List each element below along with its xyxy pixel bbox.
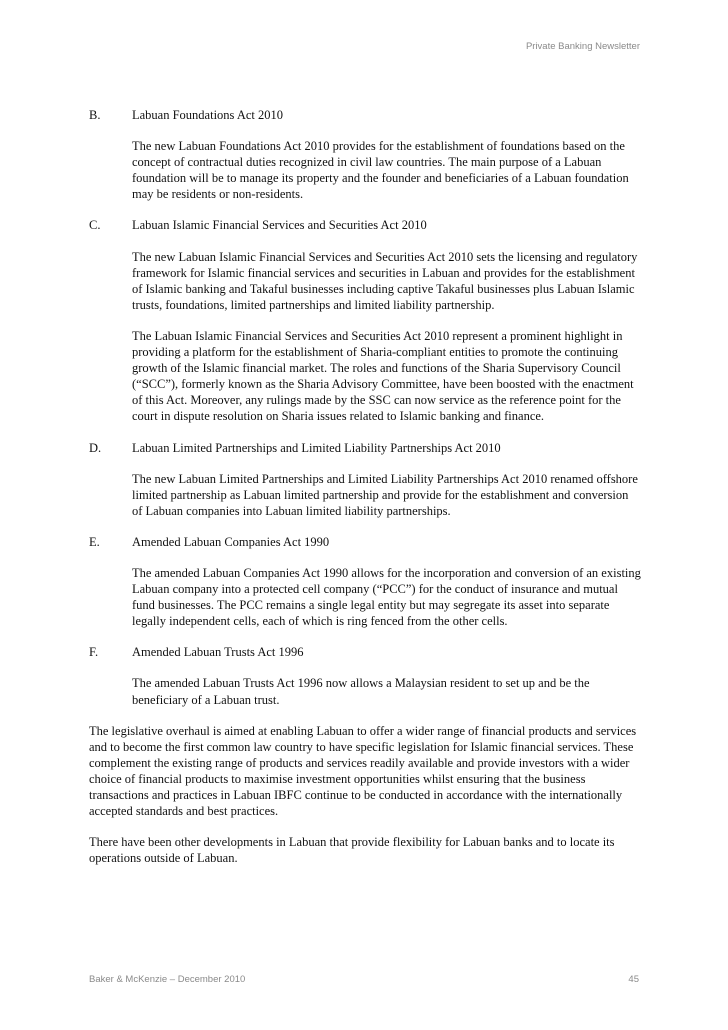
page-number: 45 [628, 974, 639, 985]
section-paragraph: The amended Labuan Companies Act 1990 allows for the incorporation and conversion of an existing Labuan company into a protected cell company (“PCC”) for the conduct of insurance and mutual fund businesses. The PCC remains a single legal entity but may segregate its asset into separate legally independent cells, each of which is ring fenced from the other cells. [132, 565, 641, 629]
footer-publisher: Baker & McKenzie – December 2010 [89, 974, 246, 985]
section-heading-row [89, 107, 641, 123]
section-heading: Labuan Limited Partnerships and Limited Liability Partnerships Act 2010 [132, 440, 501, 455]
section-d [89, 440, 641, 519]
closing-paragraph: There have been other developments in Labuan that provide flexibility for Labuan banks and to locate its operations outside of Labuan. [89, 835, 615, 866]
section-paragraph: The new Labuan Foundations Act 2010 provides for the establishment of foundations based on the concept of contractual duties recognized in civil law countries. The main purpose of a Labuan foundation will be to manage its property and the founder and beneficiaries of a Labuan foundation may be residents or non-residents. [132, 139, 629, 202]
section-heading: Amended Labuan Trusts Act 1996 [132, 645, 304, 660]
section-f [89, 644, 641, 707]
section-heading-row [89, 440, 641, 456]
closing-paragraph: The legislative overhaul is aimed at enabling Labuan to offer a wider range of financial products and services and to become the first common law country to have specific legislation for Islamic financial services. These complement the existing range of products and services readily available and provide investors with a wider choice of financial products to maximise investment opportunities whilst ensuring that the business transactions and practices in Labuan IBFC continue to be conducted in accordance with the internationally accepted standards and best practices. [89, 723, 637, 819]
section-heading: Labuan Foundations Act 2010 [132, 108, 284, 122]
section-c [89, 217, 641, 424]
section-heading-row [89, 534, 641, 550]
page-content [89, 107, 641, 881]
section-paragraph: The amended Labuan Trusts Act 1996 now allows a Malaysian resident to set up and be the beneficiary of a Labuan trust. [132, 676, 590, 707]
section-b [89, 107, 641, 202]
section-letter: F. [89, 645, 99, 660]
section-heading: Labuan Islamic Financial Services and Securities Act 2010 [132, 218, 427, 233]
section-paragraph: The new Labuan Limited Partnerships and Limited Liability Partnerships Act 2010 renamed offshore limited partnership as Labuan limited partnership and provide for the establishment and conversion of Labuan companies into Labuan limited liability partnerships. [132, 471, 638, 518]
section-letter: E. [89, 534, 100, 549]
section-letter: C. [89, 218, 101, 233]
section-letter: D. [89, 440, 102, 455]
section-heading-row [89, 217, 641, 233]
section-heading: Amended Labuan Companies Act 1990 [132, 534, 330, 549]
section-paragraph: The new Labuan Islamic Financial Services and Securities Act 2010 sets the licensing and regulatory framework for Islamic financial services and securities in Labuan and provides for the establishment of Islamic banking and Takaful businesses including captive Takaful businesses plus Labuan Islamic trusts, foundations, limited partnerships and limited liability partnership. [132, 249, 638, 312]
running-header: Private Banking Newsletter [525, 41, 640, 52]
section-e [89, 534, 641, 629]
section-letter: B. [89, 108, 101, 122]
section-heading-row [89, 644, 641, 660]
section-paragraph: The Labuan Islamic Financial Services and Securities Act 2010 represent a prominent highlight in providing a platform for the establishment of Sharia-compliant entities to promote the continuing growth of the Islamic financial market. The roles and functions of the Sharia Supervisory Council (“SCC”), formerly known as the Sharia Advisory Committee, have been boosted with the enactment of this Act. Moreover, any rulings made by the SSC can now service as the reference point for the court in dispute resolution on Sharia issues related to Islamic banking and finance. [132, 328, 634, 424]
